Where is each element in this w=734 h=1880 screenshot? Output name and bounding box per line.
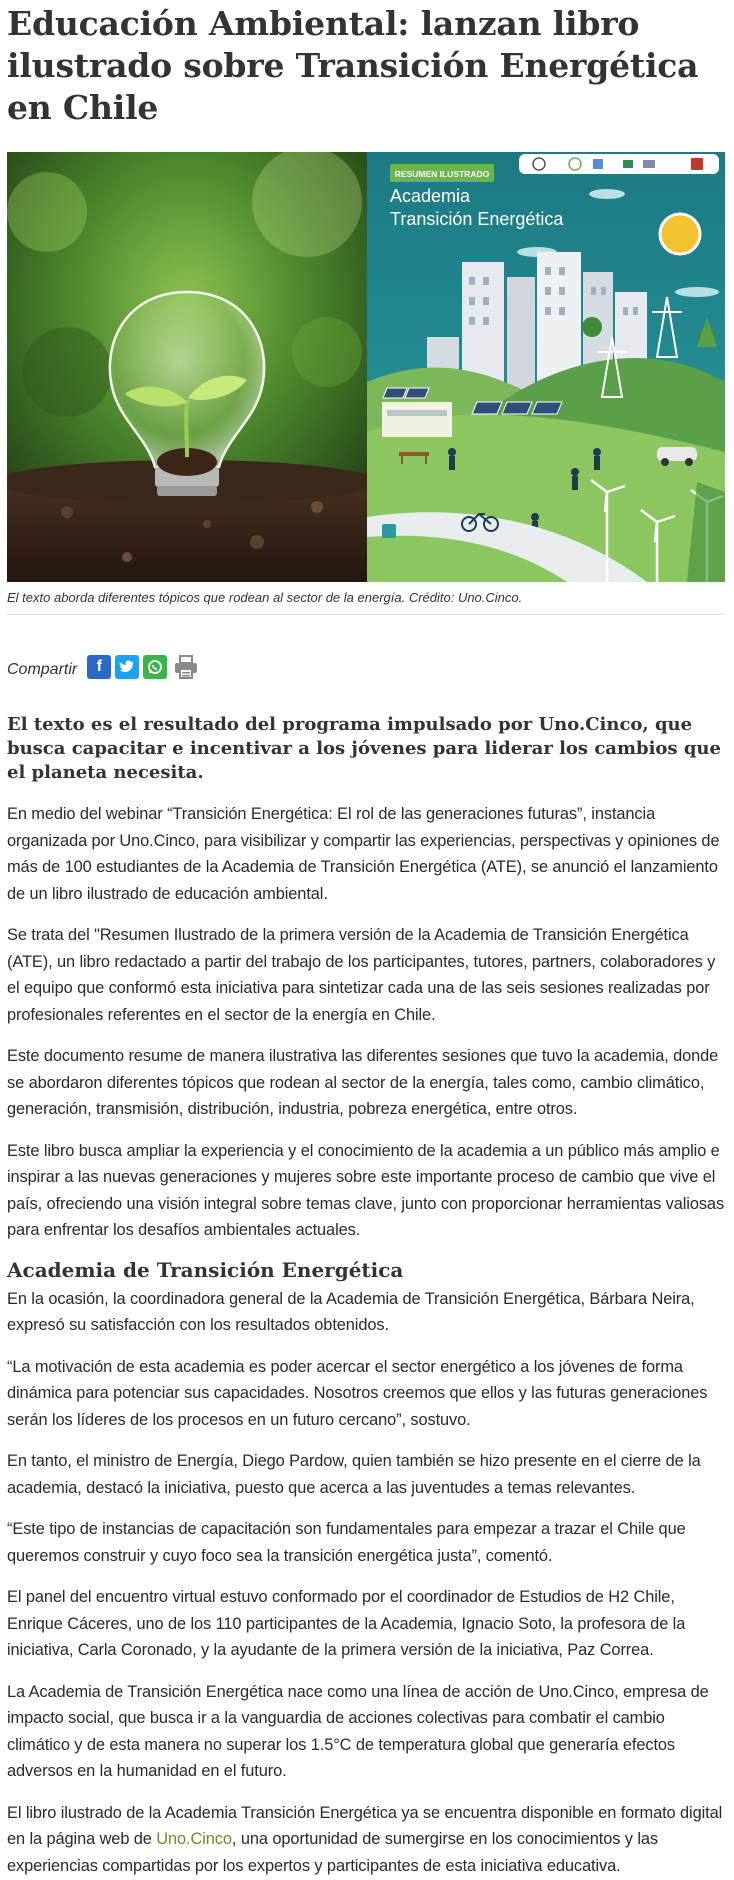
share-bar	[7, 652, 725, 682]
article-title: Educación Ambiental: lanzan libro ilustrado sobre Transición Energética en Chile	[7, 4, 699, 127]
article	[7, 0, 725, 1879]
section-heading: Academia de Transición Energética	[7, 1257, 404, 1282]
twitter-icon[interactable]	[115, 655, 139, 679]
recycle-bin-icon	[382, 524, 396, 538]
partner-logo-icon	[593, 159, 603, 169]
book-cover	[367, 152, 725, 582]
paragraph: Se trata del "Resumen Ilustrado de la primera versión de la Academia de Transición Energética (ATE), un libro redactado a partir del trabajo de los participantes, tutores, partners, colaboradores y el equipo que conformó esta iniciativa para sintetizar cada una de las seis sesiones realizadas por profesionales referentes en el sector de la energía en Chile.	[7, 926, 716, 1024]
partner-logo-icon	[623, 160, 633, 168]
paragraph-last	[7, 1800, 725, 1880]
whatsapp-icon[interactable]	[143, 655, 167, 679]
facebook-icon[interactable]: f	[87, 655, 111, 679]
paragraph: Este documento resume de manera ilustrativa las diferentes sesiones que tuvo la academia, donde se abordaron diferentes tópicos que rodean al sector de la energía, tales como, cambio climático, generación, transmisión, distribución, industria, pobreza energética, entre otros.	[7, 1047, 719, 1118]
cover-title-line2: Transición Energética	[390, 209, 564, 229]
paragraph: En medio del webinar “Transición Energética: El rol de las generaciones futuras”, instancia organizada por Uno.Cinco, para visibilizar y compartir las experiencias, perspectivas y opiniones de más de 100 estudiantes de la Academia de Transición Energética (ATE), se anunció el lanzamiento de un libro ilustrado de educación ambiental.	[7, 805, 720, 903]
sun-icon	[660, 214, 700, 254]
paragraph: En tanto, el ministro de Energía, Diego Pardow, quien también se hizo presente en el cierre de la academia, destacó la iniciativa, puesto que acerca a las juventudes a temas relevantes.	[7, 1452, 701, 1497]
print-icon[interactable]	[171, 655, 201, 679]
share-label: Compartir	[7, 661, 78, 678]
paragraph: Este libro busca ampliar la experiencia y el conocimiento de la academia a un público más amplio e inspirar a las nuevas generaciones y mujeres sobre este importante proceso de cambio que vive el país, ofreciendo una visión integral sobre temas clave, junto con proporcionar herramientas valiosas para enfrentar los desafíos ambientales actuales.	[7, 1141, 725, 1239]
paragraph: El panel del encuentro virtual estuvo conformado por el coordinador de Estudios de H2 Chile, Enrique Cáceres, uno de los 110 participantes de la Academia, Ignacio Soto, la profesora de la iniciativa, Carla Coronado, y la ayudante de la primera versión de la iniciativa, Paz Correa.	[7, 1588, 686, 1659]
lightbulb-photo	[7, 152, 377, 582]
divider	[7, 614, 725, 615]
paragraph: En la ocasión, la coordinadora general de la Academia de Transición Energética, Bárbara Neira, expresó su satisfacción con los resultados obtenidos.	[7, 1289, 695, 1334]
image-caption: El texto aborda diferentes tópicos que rodean al sector de la energía. Crédito: Uno.Cinco.	[7, 590, 523, 605]
paragraph: “Este tipo de instancias de capacitación son fundamentales para empezar a trazar el Chile que queremos construir y cuyo foco sea la transición energética justa”, comentó.	[7, 1520, 686, 1565]
cover-badge: RESUMEN ILUSTRADO	[394, 169, 490, 179]
paragraph-text: , una oportunidad de sumergirse en los conocimientos y las experiencias compartidas por los expertos y participantes de esta iniciativa educativa.	[7, 1830, 658, 1875]
hero-image	[7, 152, 725, 582]
paragraph-text: El libro ilustrado de la Academia Transición Energética ya se encuentra disponible en formato digital en la página web de	[7, 1803, 723, 1848]
cover-title-line1: Academia	[390, 186, 471, 206]
partner-logo-icon	[643, 160, 655, 168]
paragraph: “La motivación de esta academia es poder acercar el sector energético a los jóvenes de forma dinámica para potenciar sus capacidades. Nosotros creemos que ellos y las futuras generaciones serán los líderes de los procesos en un futuro cercano”, sostuvo.	[7, 1357, 708, 1429]
paragraph: La Academia de Transición Energética nace como una línea de acción de Uno.Cinco, empresa de impacto social, que busca ir a la vanguardia de acciones colectivas para combatir el cambio climático y de esta manera no superar los 1.5°C de temperatura global que generaría efectos adversos en la humanidad en el futuro.	[7, 1682, 709, 1780]
unocinco-link[interactable]: Uno.Cinco	[156, 1830, 232, 1848]
article-lead: El texto es el resultado del programa impulsado por Uno.Cinco, que busca capacitar e incentivar a los jóvenes para liderar los cambios que el planeta necesita.	[7, 714, 721, 783]
partner-logo-icon	[691, 158, 703, 170]
